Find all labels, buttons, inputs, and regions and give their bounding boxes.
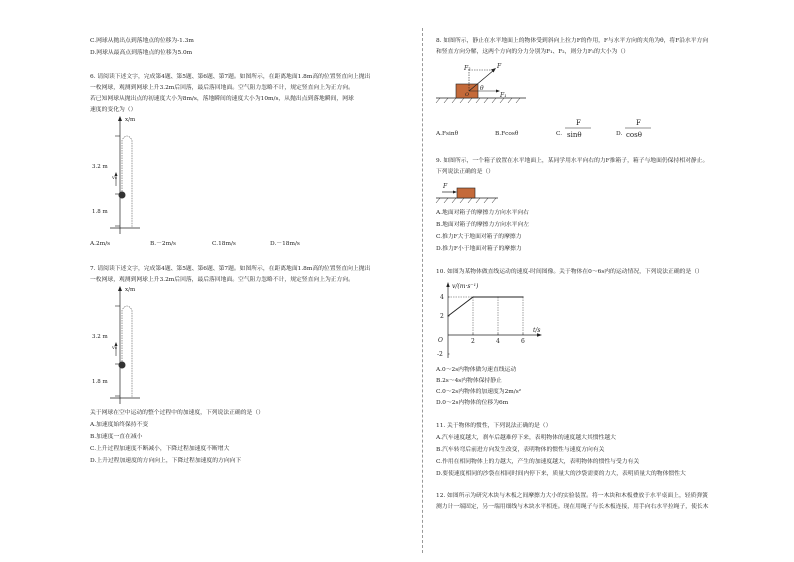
q10-line1: 10. 如图为某物体做直线运动的速度-时间图像。关于物体在0～6s内的运动情况，下列说法正确的是（） (436, 269, 703, 275)
q12-line1: 12. 如图所示为研究木块与木板之间摩擦力大小的实验装置。将一木块和木板叠放于水平桌面上，轻质弹簧 (436, 493, 708, 499)
velocity-series-line (448, 297, 523, 316)
q11-option-c: C.作用在相同物体上的力越大，产生的加速度越大，表明物体的惯性与受力有关 (436, 459, 640, 465)
x-tick-label: 4 (496, 338, 500, 345)
y-tick-label: 4 (440, 294, 444, 301)
label-theta: θ (480, 85, 484, 92)
q6-option-c: C.18m/s (212, 241, 236, 247)
q11-option-b: B.汽车转弯后前进方向发生改变，表明物体的惯性与速度方向有关 (436, 447, 605, 453)
label-o: O (465, 92, 470, 98)
q12-line2: 测力计一端固定，另一端用细线与木块水平相连。现在用绳子与长木板连接，用手向右水平拉绳子，使长木 (436, 504, 709, 510)
q6-line4: 速度的变化为（） (90, 107, 137, 113)
height-label-1-8: 1.8 m (92, 379, 108, 385)
y-axis-arrow (446, 282, 449, 287)
x-axis-label: t/s (533, 327, 541, 334)
prev-option-c: C.网球从抛出点到落地点的位移为-1.3m (90, 38, 194, 44)
q8-option-a: A.Fsinθ (436, 131, 459, 137)
box (457, 188, 475, 198)
label-f: F (443, 183, 448, 190)
q6-line1: 6. 请阅读下述文字，完成第4题、第5题、第6题、第7题。如图所示，在距离地面1.8m高的位置竖直向上抛出 (90, 74, 371, 80)
q8-option-d-prefix: D. (616, 131, 623, 137)
q11-line1: 11. 关于物体的惯性，下列说法正确的是（） (436, 423, 552, 429)
fraction-denominator: cosθ (626, 131, 642, 139)
fraction-numerator: F (576, 119, 581, 127)
velocity-label: v₀ (112, 175, 117, 181)
q9-option-c: C.推力F大于地面对箱子的摩擦力 (436, 234, 522, 240)
x-tick-label: 2 (471, 338, 475, 345)
q8-line2: 和竖直方向分解，这两个方向的分力分别为F₁、F₂，则分力F₁的大小为（） (436, 49, 629, 55)
q7-ball-figure (92, 286, 160, 406)
prev-option-d: D.网球从最高点到落地点的位移为5.0m (90, 50, 193, 56)
y-tick-label: 2 (440, 313, 444, 320)
q10-option-b: B.2s～4s内物体保持静止 (436, 378, 502, 384)
q9-option-b: B.地面对箱子的摩擦力方向水平向左 (436, 222, 530, 228)
q8-option-d-fraction (623, 116, 653, 140)
q8-option-c-fraction (563, 116, 593, 140)
q6-option-d: D.－18m/s (270, 241, 300, 247)
q6-option-a: A.2m/s (90, 241, 111, 247)
height-label-1-8: 1.8 m (92, 209, 108, 215)
y-axis-label: v/(m·s⁻¹) (452, 283, 479, 290)
q6-line2: 一枚网球，观测到网球上升3.2m后回落，最后落回地面。空气阻力忽略不计，规定竖直向上为正方向。 (90, 85, 354, 91)
q7-option-c: C.上升过程加速度不断减小，下降过程加速度不断增大 (90, 446, 230, 452)
q9-line1: 9. 如图所示，一个箱子放置在水平地面上，某同学用水平向右的力F推箱子，箱子与地面仍保持相对静止。 (436, 158, 709, 164)
ball (119, 362, 126, 369)
x-tick-label: 6 (521, 338, 525, 345)
q6-option-b: B.－2m/s (150, 241, 177, 247)
q6-line3: 若已知网球从抛出点的初速度大小为8m/s，落地瞬间的速度大小为10m/s，从抛出点到落地瞬间，网球 (90, 96, 354, 102)
trajectory-path (122, 306, 132, 398)
q8-option-c-prefix: C. (556, 131, 563, 137)
y-tick-label: -2 (437, 351, 443, 358)
q9-line2: 下列说法正确的是（） (436, 169, 494, 175)
q7-option-a: A.加速度始终保持不变 (90, 422, 149, 428)
column-divider (422, 28, 423, 553)
label-f1: F₁ (500, 92, 507, 99)
fraction-denominator: sinθ (567, 131, 582, 139)
q7-line1: 7. 请阅读下述文字，完成第4题、第5题、第6题、第7题。如图所示，在距离地面1.8m高的位置竖直向上抛出 (90, 266, 371, 272)
q9-option-d: D.推力F小于地面对箱子的摩擦力 (436, 246, 522, 252)
axis-arrow (118, 286, 122, 291)
q10-option-d: D.0～2s内物体的位移为6m (436, 400, 509, 406)
ball (119, 192, 126, 199)
q9-option-a: A.地面对箱子的摩擦力方向水平向右 (436, 210, 529, 216)
q11-option-d: D.要使速度相同的沙袋在相同时间内停下来，质量大的沙袋需要的力大，表明质量大的物体惯性大 (436, 471, 686, 477)
label-f: F (497, 63, 502, 70)
axis-arrow (118, 116, 122, 121)
q8-force-figure (436, 62, 526, 107)
q7-option-d: D.上升过程加速度的方向向上，下降过程加速度的方向向下 (90, 458, 242, 464)
origin-label: O (438, 337, 443, 344)
trajectory-path (122, 136, 132, 228)
fraction-numerator: F (636, 119, 641, 127)
q10-option-a: A.0～2s内物体做匀速直线运动 (436, 367, 517, 373)
q7-line2: 一枚网球，观测到网球上升3.2m后回落，最后落回地面。空气阻力忽略不计，规定竖直向上为正方向。 (90, 277, 354, 283)
q8-option-b: B.Fcosθ (495, 131, 519, 137)
q6-ball-figure (92, 116, 160, 236)
q10-vt-chart (436, 280, 546, 362)
q7-option-b: B.加速度一直在减小 (90, 434, 143, 440)
q7-line3: 关于网球在空中运动的整个过程中的加速度，下列说法正确的是（） (90, 410, 264, 416)
height-label-3-2: 3.2 m (92, 334, 108, 340)
q8-line1: 8. 如图所示，静止在水平地面上的物体受到斜向上拉力F的作用，F与水平方向的夹角为θ，将F沿水平方向 (436, 38, 709, 44)
height-label-3-2: 3.2 m (92, 164, 108, 170)
label-f2: F₂ (464, 65, 471, 72)
q10-option-c: C.0～2s内物体的加速度为2m/s² (436, 389, 522, 395)
q9-box-figure (436, 180, 500, 206)
velocity-label: v₀ (112, 345, 117, 351)
axis-label: x/m (125, 117, 136, 123)
axis-label: x/m (125, 287, 136, 293)
q11-option-a: A.汽车速度越大，刹车后越难停下来，表明物体的速度越大其惯性越大 (436, 435, 616, 441)
